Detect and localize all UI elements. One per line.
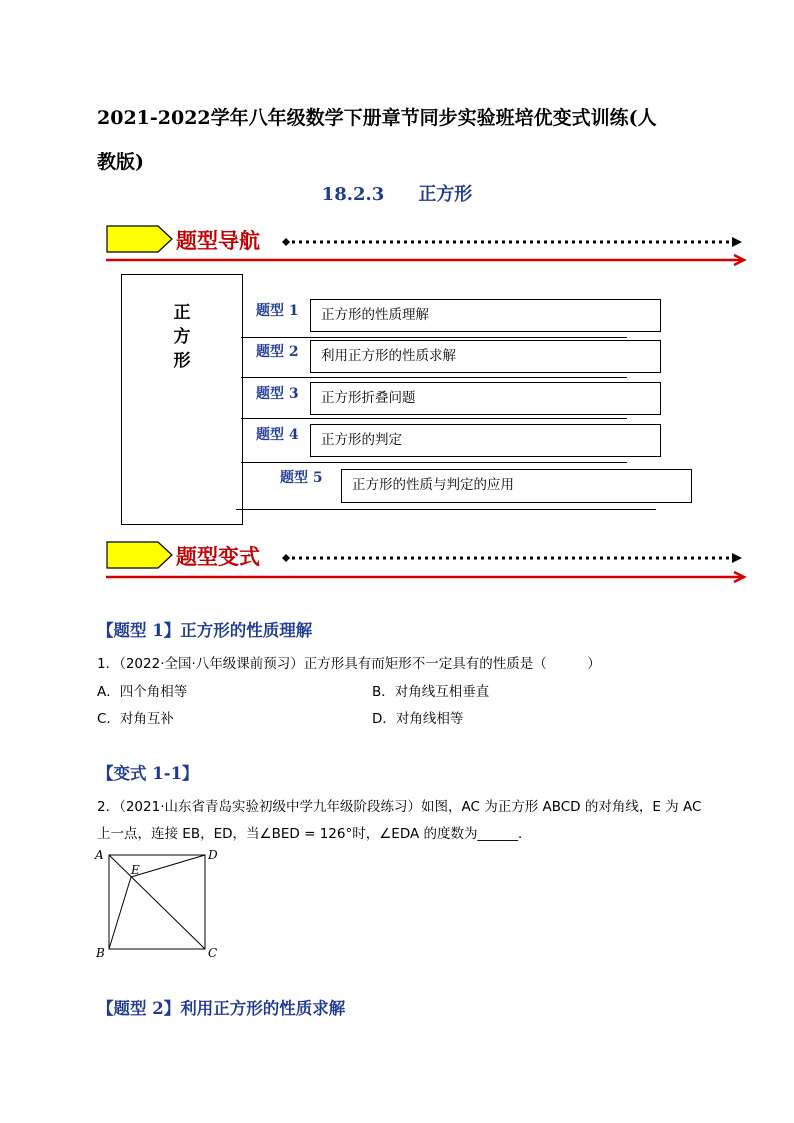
- connector-line: [241, 418, 627, 419]
- square-figure: [92, 845, 222, 963]
- nav-item-box[interactable]: [310, 382, 661, 415]
- question-1-text: 1．（2022·全国·八年级课前预习）正方形具有而矩形不一定具有的性质是（ ）: [97, 656, 601, 672]
- question-2-line2: 上一点，连接 EB，ED，当∠BED = 126°时，∠EDA 的度数为______．: [97, 826, 532, 842]
- nav-item-box[interactable]: [310, 424, 661, 457]
- nav-item-label: 题型 1: [256, 303, 299, 319]
- section-title: [0, 180, 794, 206]
- nav-item-text: 正方形的性质理解: [321, 307, 429, 323]
- option-d[interactable]: D．对角线相等: [372, 711, 464, 727]
- nav-item-box[interactable]: [341, 469, 692, 503]
- label-c: C: [208, 946, 218, 960]
- connector-line: [241, 462, 627, 463]
- nav-item-label: 题型 5: [280, 470, 323, 486]
- connector-line: [236, 509, 656, 510]
- nav-item-text: 利用正方形的性质求解: [321, 348, 456, 364]
- arrow-tag-icon: [106, 540, 176, 570]
- dotted-arrow-icon: [280, 236, 750, 248]
- nav-root-char: 形: [173, 351, 191, 371]
- segment-eb: [109, 877, 131, 949]
- variant-banner-label: 题型变式: [176, 544, 260, 569]
- dotted-arrow-icon: [280, 552, 750, 564]
- document-title: [97, 96, 717, 184]
- nav-item-label: 题型 3: [256, 386, 299, 402]
- nav-item-label: 题型 4: [256, 427, 299, 443]
- nav-item-label: 题型 2: [256, 344, 299, 360]
- section-number: 18.2.3: [321, 184, 385, 205]
- variant1-heading: 【变式 1-1】: [97, 764, 199, 783]
- type1-heading: 【题型 1】正方形的性质理解: [97, 621, 313, 640]
- nav-banner-label: 题型导航: [176, 228, 260, 253]
- nav-root-char: 方: [173, 327, 191, 347]
- type2-heading: 【题型 2】利用正方形的性质求解: [97, 999, 346, 1018]
- segment-ed: [131, 855, 205, 877]
- option-b[interactable]: B．对角线互相垂直: [372, 684, 490, 700]
- option-c[interactable]: C．对角互补: [97, 711, 174, 727]
- nav-root-char: 正: [173, 303, 191, 323]
- nav-root-box: [121, 274, 243, 525]
- document-title-line1: 2021-2022学年八年级数学下册章节同步实验班培优变式训练(人: [97, 107, 657, 129]
- label-a: A: [95, 848, 104, 862]
- label-b: B: [96, 946, 105, 960]
- nav-item-text: 正方形的性质与判定的应用: [352, 477, 514, 493]
- red-arrow-line: [106, 254, 750, 266]
- nav-item-text: 正方形折叠问题: [321, 390, 416, 406]
- red-arrow-line: [106, 571, 750, 583]
- section-name: 正方形: [418, 184, 473, 205]
- nav-item-box[interactable]: [310, 299, 661, 332]
- document-title-line2: 教版): [97, 151, 144, 173]
- arrow-tag-icon: [106, 224, 176, 254]
- nav-item-box[interactable]: [310, 340, 661, 373]
- nav-item-text: 正方形的判定: [321, 432, 402, 448]
- label-d: D: [208, 848, 218, 862]
- question-2-line1: 2．（2021·山东省青岛实验初级中学九年级阶段练习）如图，AC 为正方形 ABCD 的对角线，E 为 AC: [97, 799, 702, 815]
- option-a[interactable]: A．四个角相等: [97, 684, 188, 700]
- connector-line: [241, 337, 627, 338]
- connector-line: [241, 377, 627, 378]
- label-e: E: [131, 863, 140, 877]
